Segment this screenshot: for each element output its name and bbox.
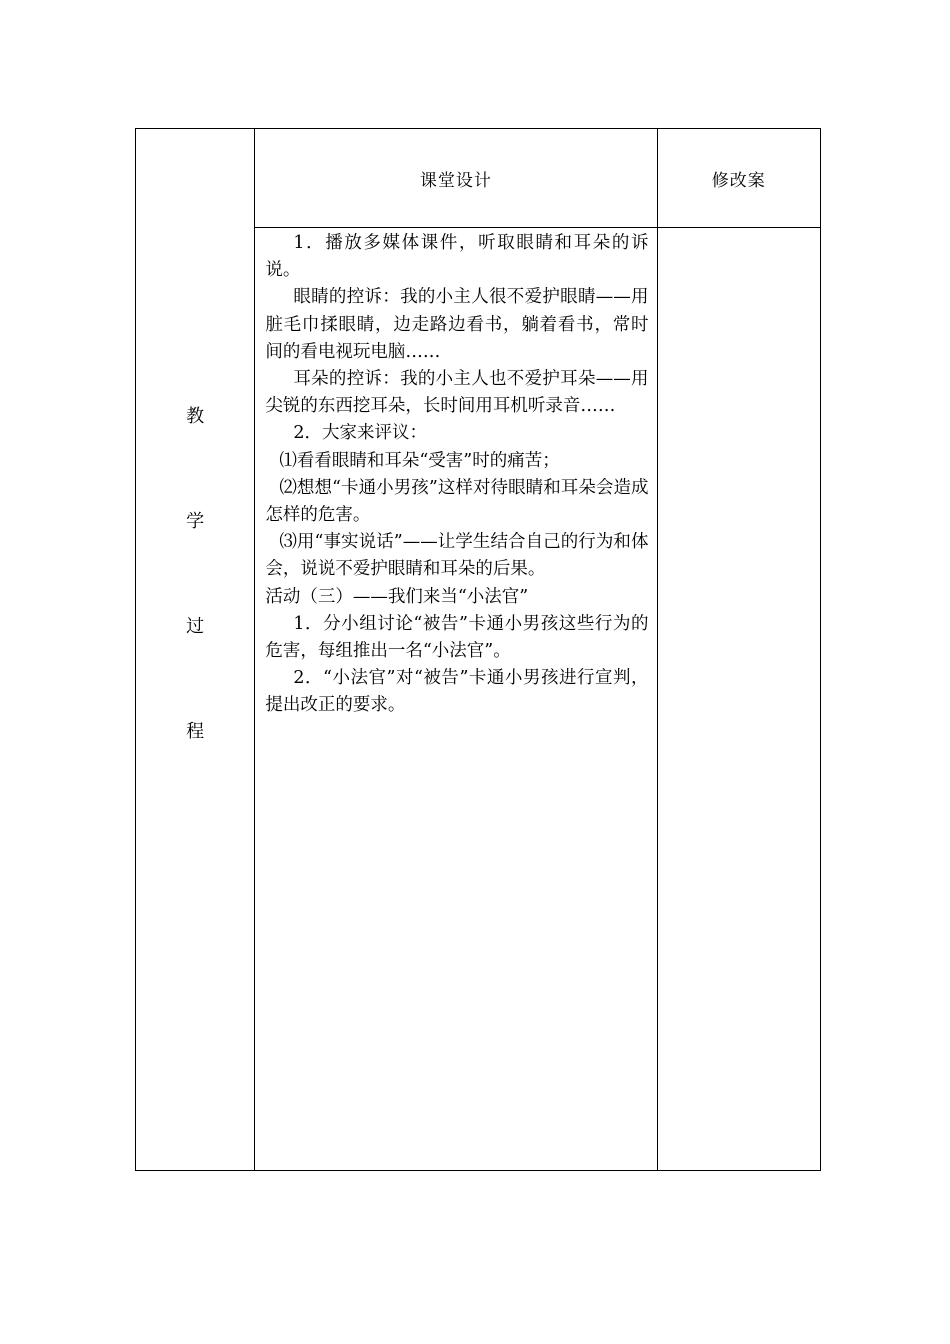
section-label-char: 教	[186, 406, 205, 427]
section-label-char: 学	[186, 511, 205, 532]
design-paragraph: 眼睛的控诉：我的小主人很不爱护眼睛——用脏毛巾揉眼睛，边走路边看书，躺着看书，常时间的看电视玩电脑……	[265, 287, 649, 362]
header-row	[136, 129, 821, 228]
design-paragraph: ⑶用“事实说话”——让学生结合自己的行为和体会，说说不爱护眼睛和耳朵的后果。	[265, 532, 649, 580]
revision-header: 修改案	[657, 129, 820, 228]
section-label	[136, 407, 254, 742]
design-header: 课堂设计	[255, 129, 657, 228]
design-paragraph: 活动（三）——我们来当“小法官”	[265, 586, 529, 607]
section-label-char: 程	[186, 721, 205, 742]
design-paragraph: 2．大家来评议：	[293, 423, 427, 444]
revision-content-cell	[657, 228, 820, 1171]
design-paragraph: 2．“小法官”对“被告”卡通小男孩进行宣判，提出改正的要求。	[265, 668, 649, 716]
design-paragraph: 耳朵的控诉：我的小主人也不爱护耳朵——用尖锐的东西挖耳朵，长时间用耳机听录音……	[265, 369, 649, 417]
design-paragraph: 1．播放多媒体课件，听取眼睛和耳朵的诉说。	[265, 233, 649, 281]
section-label-char: 过	[186, 616, 205, 637]
lesson-plan-table	[135, 128, 821, 1171]
design-content	[265, 230, 648, 720]
design-paragraph: ⑵想想“卡通小男孩”这样对待眼睛和耳朵会造成怎样的危害。	[265, 477, 649, 526]
section-label-cell	[136, 129, 255, 1171]
design-paragraph: ⑴看看眼睛和耳朵“受害”时的痛苦；	[279, 450, 560, 471]
design-content-cell	[255, 228, 657, 1171]
design-paragraph: 1．分小组讨论“被告”卡通小男孩这些行为的危害，每组推出一名“小法官”。	[265, 613, 649, 662]
